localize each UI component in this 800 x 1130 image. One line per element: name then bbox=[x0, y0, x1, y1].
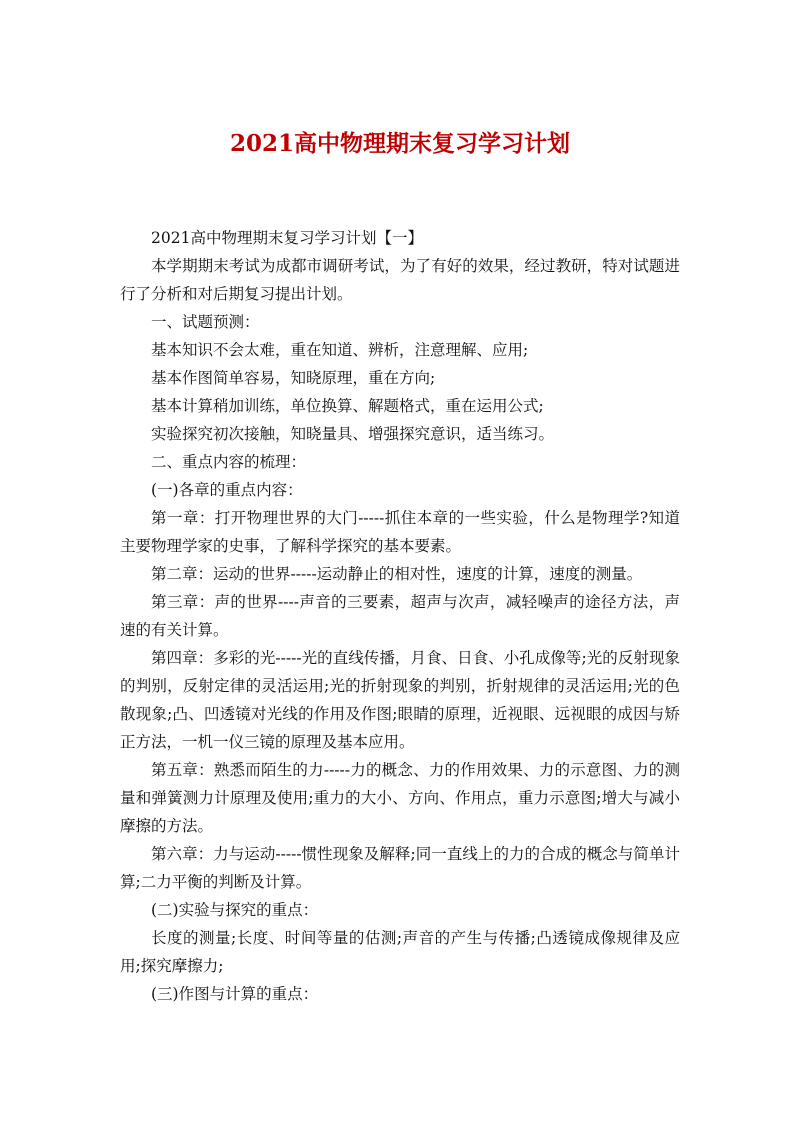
paragraph-chapter-6: 第六章：力与运动-----惯性现象及解释;同一直线上的力的合成的概念与简单计算;二力平衡的判断及计算。 bbox=[120, 845, 680, 891]
paragraph-experiment-list: 长度的测量;长度、时间等量的估测;声音的产生与传播;凸透镜成像规律及应用;探究摩擦力; bbox=[120, 929, 680, 975]
subsection-heading-experiments: (二)实验与探究的重点： bbox=[151, 901, 319, 919]
paragraph-basic-drawing: 基本作图简单容易，知晓原理，重在方向; bbox=[151, 369, 436, 387]
paragraph-intro: 本学期期末考试为成都市调研考试，为了有好的效果，经过教研，特对试题进行了分析和对后期复习提出计划。 bbox=[120, 257, 680, 303]
paragraph-chapter-3: 第三章：声的世界----声音的三要素，超声与次声，减轻噪声的途径方法，声速的有关计算。 bbox=[120, 593, 680, 639]
paragraph-chapter-4: 第四章：多彩的光-----光的直线传播，月食、日食、小孔成像等;光的反射现象的判别，反射定律的灵活运用;光的折射现象的判别，折射规律的灵活运用;光的色散现象;凸、凹透镜对光线的作用及作图;眼睛的原理，近视眼、远视眼的成因与矫正方法，一机一仪三镜的原理及基本应用。 bbox=[120, 649, 680, 751]
subsection-heading-drawing-calculation: (三)作图与计算的重点： bbox=[151, 985, 319, 1003]
paragraph-experiment: 实验探究初次接触，知晓量具、增强探究意识，适当练习。 bbox=[151, 425, 555, 443]
paragraph-chapter-1: 第一章：打开物理世界的大门-----抓住本章的一些实验，什么是物理学?知道主要物理学家的史事，了解科学探究的基本要素。 bbox=[120, 509, 680, 555]
document-title: 2021高中物理期末复习学习计划 bbox=[229, 130, 570, 157]
paragraph-basic-knowledge: 基本知识不会太难，重在知道、辨析，注意理解、应用; bbox=[151, 341, 529, 359]
paragraph-chapter-5: 第五章：熟悉而陌生的力-----力的概念、力的作用效果、力的示意图、力的测量和弹簧测力计原理及使用;重力的大小、方向、作用点，重力示意图;增大与减小摩擦的方法。 bbox=[120, 761, 680, 835]
subsection-heading-chapters: (一)各章的重点内容： bbox=[151, 481, 303, 499]
section-heading-key-content: 二、重点内容的梳理： bbox=[151, 453, 307, 471]
section-heading-prediction: 一、试题预测： bbox=[151, 313, 260, 331]
document-body bbox=[120, 224, 680, 1008]
paragraph-basic-calculation: 基本计算稍加训练，单位换算、解题格式，重在运用公式; bbox=[151, 397, 544, 415]
paragraph-chapter-2: 第二章：运动的世界-----运动静止的相对性，速度的计算，速度的测量。 bbox=[151, 565, 643, 583]
paragraph-heading-plan-one: 2021高中物理期末复习学习计划【一】 bbox=[151, 229, 423, 247]
